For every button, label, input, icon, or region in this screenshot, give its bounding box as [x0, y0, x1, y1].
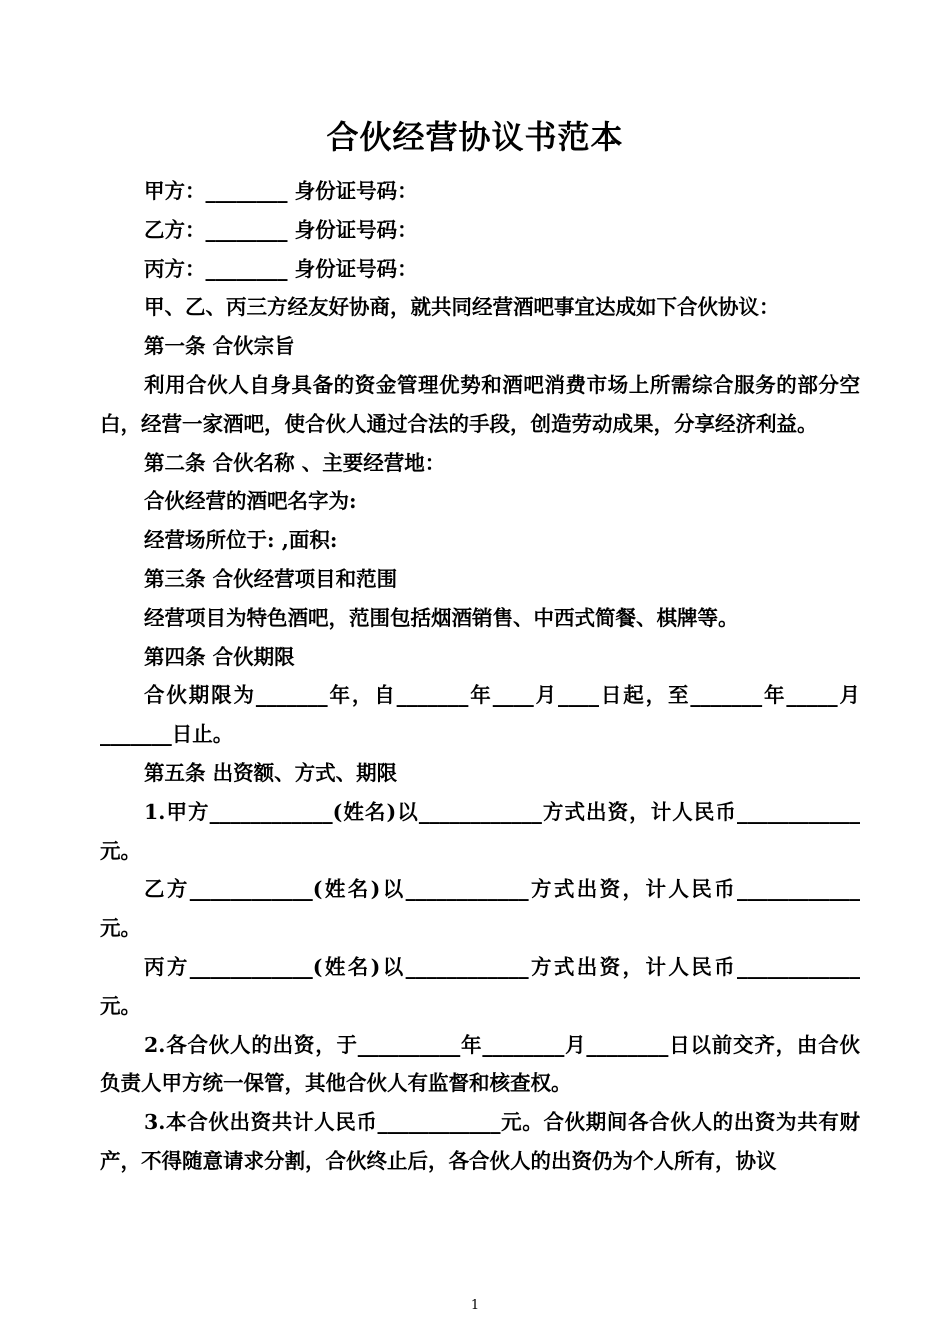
paragraph: 乙方____________(姓名)以____________方式出资，计人民币____________元。	[100, 877, 860, 941]
article-heading: 第五条 出资额、方式、期限	[144, 760, 398, 785]
document-title: 合伙经营协议书范本	[326, 118, 624, 156]
paragraph: 丙方____________(姓名)以____________方式出资，计人民币____________元。	[100, 954, 860, 1018]
party-b-line: 乙方：________ 身份证号码：	[144, 217, 418, 242]
document-body	[100, 172, 860, 1181]
article-heading: 第四条 合伙期限	[144, 644, 295, 669]
paragraph: 利用合伙人自身具备的资金管理优势和酒吧消费市场上所需综合服务的部分空白，经营一家酒吧，使合伙人通过合法的手段，创造劳动成果，分享经济利益。	[100, 372, 860, 436]
party-a-line: 甲方：________ 身份证号码：	[144, 179, 418, 203]
paragraph: 3.本合伙出资共计人民币____________元。合伙期间各合伙人的出资为共有财产，不得随意请求分割，合伙终止后，各合伙人的出资仍为个人所有，协议	[100, 1110, 860, 1173]
article-heading: 第一条 合伙宗旨	[144, 334, 295, 359]
article-heading: 第三条 合伙经营项目和范围	[144, 566, 398, 591]
party-c-line: 丙方：________ 身份证号码：	[144, 256, 418, 281]
preamble: 甲、乙、丙三方经友好协商，就共同经营酒吧事宜达成如下合伙协议：	[144, 295, 780, 320]
paragraph: 合伙期限为_______年，自_______年____月____日起，至_______年_____月_______日止。	[100, 683, 860, 747]
paragraph: 合伙经营的酒吧名字为:	[144, 489, 357, 514]
paragraph: 经营场所位于: ,面积:	[144, 528, 338, 553]
paragraph: 2.各合伙人的出资，于__________年________月________日以前交齐，由合伙负责人甲方统一保管，其他合伙人有监督和核查权。	[100, 1032, 860, 1096]
paragraph: 1.甲方____________(姓名)以____________方式出资，计人民币____________元。	[100, 799, 860, 863]
page-number: 1	[470, 1298, 480, 1313]
article-heading: 第二条 合伙名称 、主要经营地：	[144, 450, 446, 475]
paragraph: 经营项目为特色酒吧，范围包括烟酒销售、中西式简餐、棋牌等。	[144, 605, 739, 630]
